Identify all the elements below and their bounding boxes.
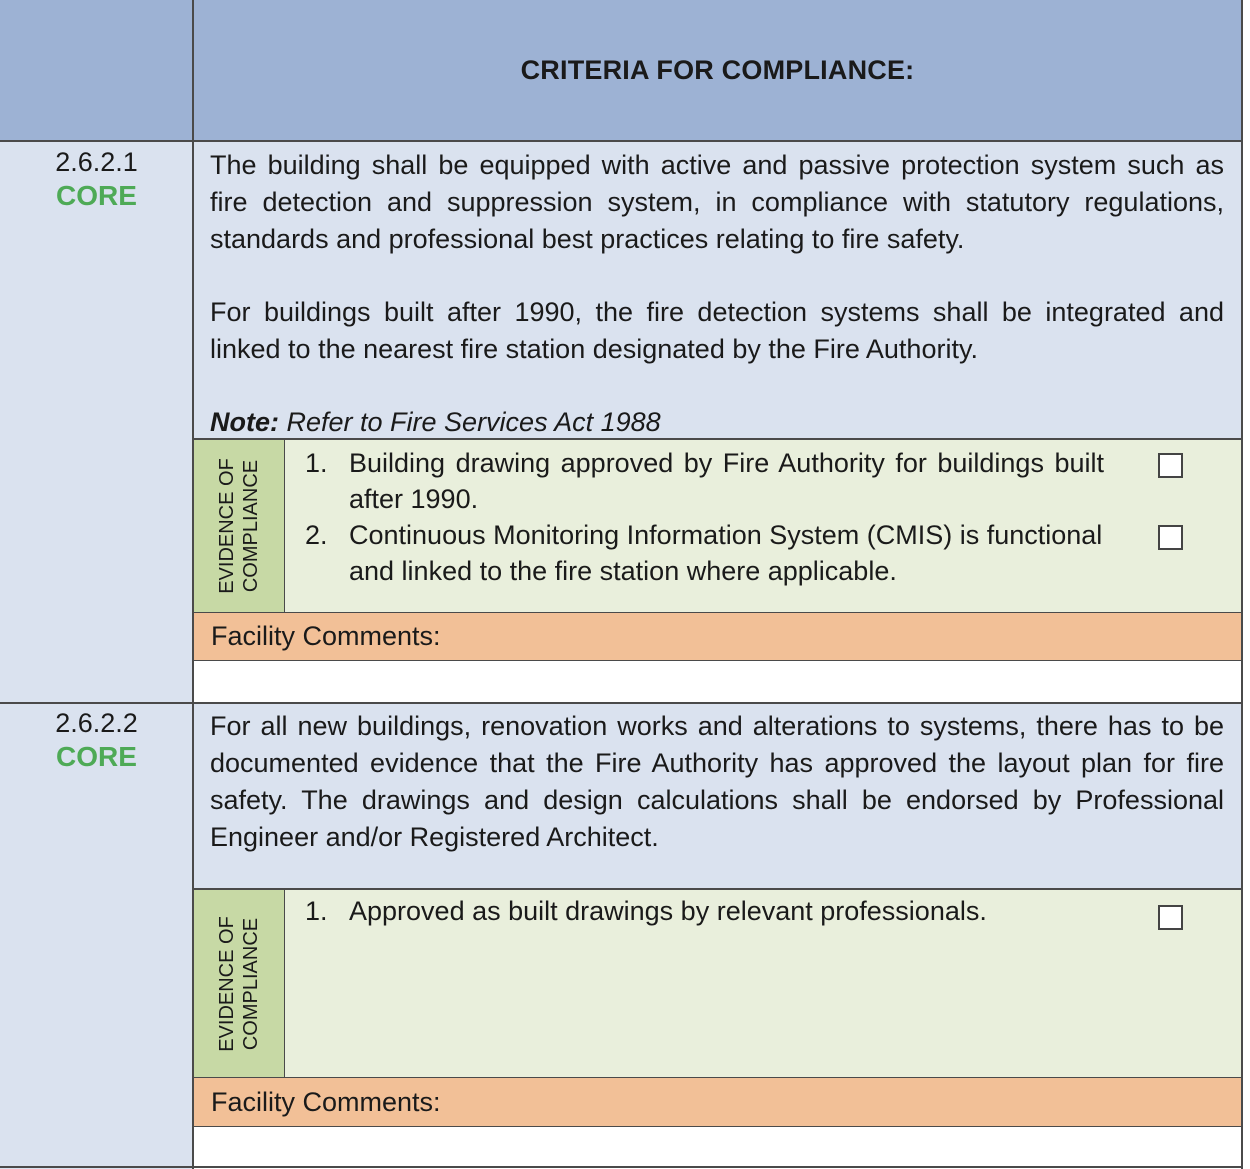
header-title: CRITERIA FOR COMPLIANCE: [520, 55, 915, 85]
row-divider [193, 438, 1243, 440]
evidence-label-line-2: COMPLIANCE [240, 917, 263, 1050]
section-2-comments-field[interactable] [193, 1126, 1242, 1167]
section-1-criteria [193, 141, 1242, 439]
evidence-item [285, 517, 1242, 589]
bottom-border [0, 1166, 1243, 1168]
section-1-paragraph-1: The building shall be equipped with active and passive protection system such as fire detection and suppression system, in compliance with statutory regulations, standards and professional best practices relating to fire safety. [210, 150, 1224, 254]
evidence-checkbox[interactable] [1158, 453, 1183, 478]
section-2-id: 2.6.2.2 [55, 708, 138, 738]
evidence-item-text: Continuous Monitoring Information System (CMIS) is functional and linked to the fire station where applicable. [349, 520, 1103, 586]
evidence-checkbox[interactable] [1158, 525, 1183, 550]
column-divider [284, 889, 285, 1078]
section-1-note-label: Note: [210, 407, 279, 437]
evidence-item-number: 1. [305, 896, 328, 926]
row-divider [193, 1126, 1243, 1127]
column-divider [284, 439, 285, 612]
column-divider [192, 0, 194, 1169]
section-1-comments-field[interactable] [193, 660, 1242, 702]
section-1-note [210, 404, 1224, 441]
evidence-item-number: 1. [305, 448, 328, 478]
section-2-evidence-label [193, 889, 285, 1078]
section-1-evidence-list [285, 439, 1242, 612]
right-border [1241, 0, 1243, 1169]
evidence-label-line-2: COMPLIANCE [240, 459, 263, 592]
section-1-note-text: Refer to Fire Services Act 1988 [279, 407, 661, 437]
evidence-label-line-1: EVIDENCE OF [216, 915, 239, 1052]
evidence-item [285, 445, 1242, 517]
evidence-item-text: Approved as built drawings by relevant professionals. [349, 896, 987, 926]
section-1-comments-header [193, 612, 1242, 660]
section-1-id-cell [0, 141, 193, 702]
row-divider [193, 888, 1243, 890]
section-2-paragraph-1: For all new buildings, renovation works and alterations to systems, there has to be documented evidence that the Fire Authority has approved the layout plan for fire safety. The drawings and design calculations shall be endorsed by Professional Engineer and/or Registered Architect. [210, 711, 1224, 852]
evidence-label-line-1: EVIDENCE OF [216, 457, 239, 594]
section-2-core-badge: CORE [56, 741, 137, 772]
section-2-evidence-list [285, 889, 1242, 1078]
section-1-id: 2.6.2.1 [55, 147, 138, 177]
evidence-item-text: Building drawing approved by Fire Authority for buildings built after 1990. [349, 448, 1104, 514]
facility-comments-label: Facility Comments: [211, 620, 441, 651]
section-2-id-cell [0, 702, 193, 1169]
row-divider [0, 140, 1243, 142]
section-2-comments-header [193, 1078, 1242, 1126]
evidence-item [285, 893, 1242, 929]
section-1-paragraph-2: For buildings built after 1990, the fire detection systems shall be integrated and linked to the nearest fire station designated by the Fire Authority. [210, 297, 1224, 364]
section-2-criteria [193, 702, 1242, 889]
header-cell [193, 0, 1242, 141]
row-divider [0, 702, 1243, 704]
section-1-core-badge: CORE [56, 180, 137, 211]
evidence-checkbox[interactable] [1158, 905, 1183, 930]
row-divider [193, 612, 1243, 613]
facility-comments-label: Facility Comments: [211, 1086, 441, 1117]
header-blank-cell [0, 0, 193, 141]
section-1-evidence-label [193, 439, 285, 612]
evidence-item-number: 2. [305, 520, 328, 550]
row-divider [193, 1077, 1243, 1078]
row-divider [193, 660, 1243, 661]
